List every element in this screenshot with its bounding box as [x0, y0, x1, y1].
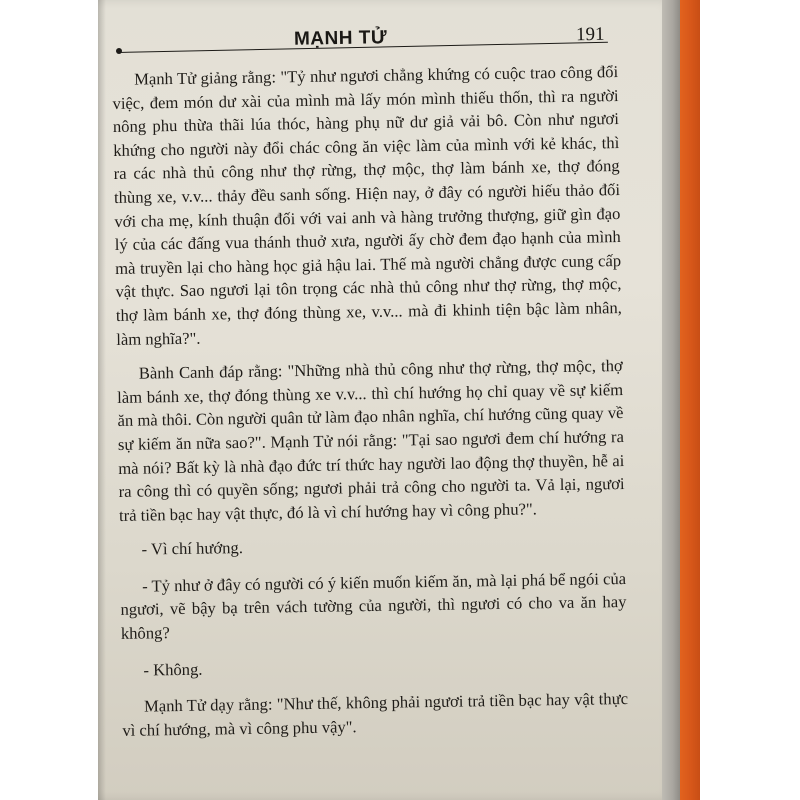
body-text	[112, 60, 629, 753]
gutter-shadow	[98, 0, 106, 800]
running-header	[118, 18, 610, 62]
paragraph: Mạnh Tử giảng rằng: "Tỷ như ngươi chẳng khứng có cuộc trao công đổi việc, đem món dư xài của mình mà lấy món mình thiếu thốn, thì ra người nông phu thừa thãi lúa thóc, hàng phụ nữ dư giả vải bô. Còn như ngươi khứng cho người này đổi chác công ăn việc làm của mình với kẻ khác, thì ra các nhà thủ công như thợ rừng, thợ mộc, thợ làm bánh xe, thợ đóng thùng xe, v.v... thảy đều sanh sống. Hiện nay, ở đây có người hiếu thảo đối với cha mẹ, kính thuận đối với vai anh và hàng trưởng thượng, giữ gìn đạo lý của các đấng vua thánh thuở xưa, người ấy chờ đem đạo hạnh của mình mà truyền lại cho hàng học giả hậu lai. Thế mà người chẳng được cung cấp vật thực. Sao ngươi lại tôn trọng các nhà thủ công như thợ rừng, thợ mộc, thợ làm bánh xe, thợ đóng thùng xe, v.v... mà đi khinh tiện bậc làm nhân, làm nghĩa?".	[112, 62, 622, 349]
dialogue-line: - Tỷ như ở đây có người có ý kiến muốn kiếm ăn, mà lại phá bể ngói của ngươi, vẽ bậy bạ trên vách tường của người, thì ngươi có cho va ăn hay không?	[120, 568, 627, 643]
page-number: 191	[575, 23, 605, 46]
dialogue-line: - Không.	[143, 659, 203, 680]
paragraph: Mạnh Tử dạy rằng: "Như thế, không phải ngươi trả tiền bạc hay vật thực vì chí hướng, mà vì công phu vậy".	[122, 689, 629, 740]
paragraph: Bành Canh đáp rằng: "Những nhà thủ công như thợ rừng, thợ mộc, thợ làm bánh xe, thợ đóng thùng xe v.v... thì chí hướng họ chỉ quay về sự kiếm ăn mà thôi. Còn người quân tử làm đạo nhân nghĩa, chí hướng cũng quay về sự kiếm ăn nữa sao?". Mạnh Tử nói rằng: "Tại sao ngươi đem chí hướng ra mà nói? Bất kỳ là nhà đạo đức trí thức hay người lao động thợ thuyền, hễ ai ra công thì có quyền sống; ngươi phải trả công cho người ta. Vả lại, ngươi trả tiền bạc hay vật thực, đó là vì chí hướng hay vì công phu?".	[117, 356, 625, 525]
running-title: MẠNH TỬ	[293, 27, 388, 50]
book-cover-edge	[680, 0, 700, 800]
dialogue-line: - Vì chí hướng.	[141, 538, 244, 559]
page-edges	[662, 0, 680, 800]
